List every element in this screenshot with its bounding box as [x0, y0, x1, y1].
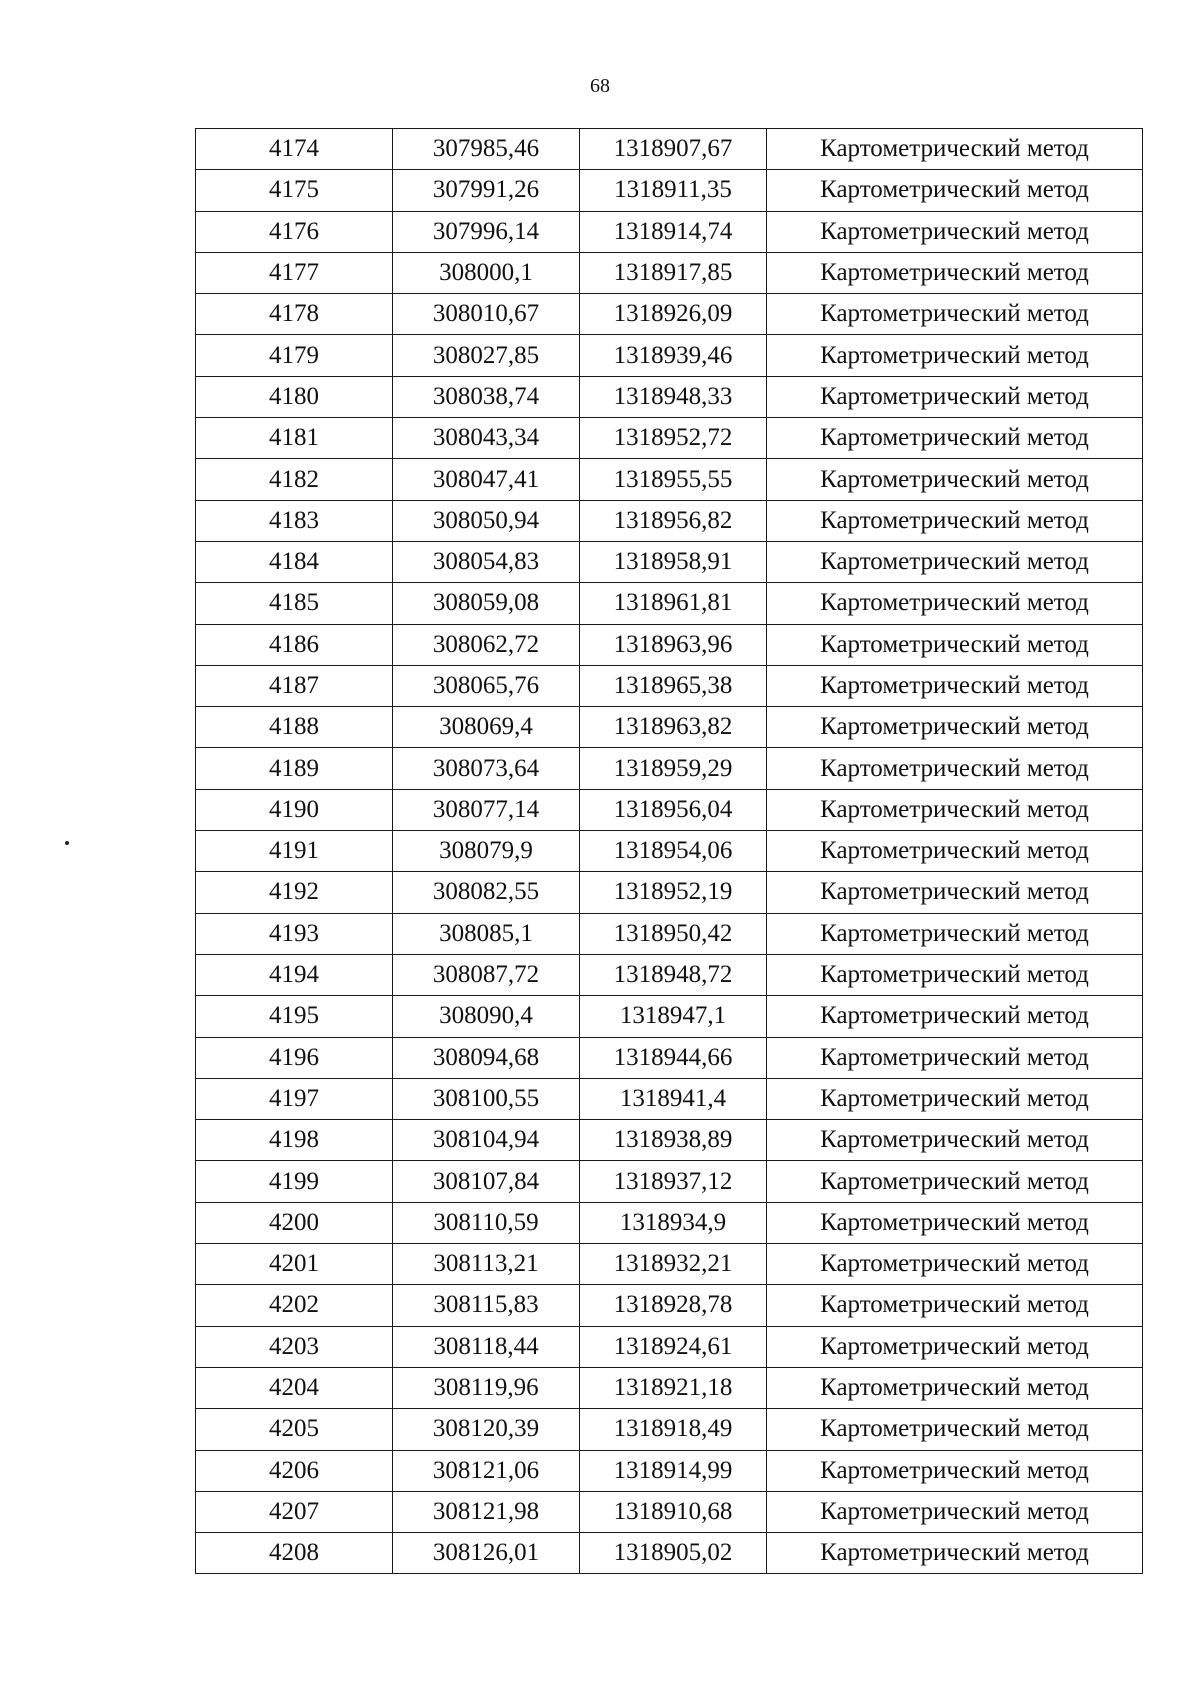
point-number-cell: 4205	[196, 1409, 393, 1450]
table-row	[196, 872, 1143, 913]
y-coordinate-cell: 1318918,49	[580, 1409, 767, 1450]
x-coordinate-cell: 307996,14	[393, 211, 580, 252]
x-coordinate-cell: 308079,9	[393, 831, 580, 872]
point-number-cell: 4195	[196, 996, 393, 1037]
table-row	[196, 1244, 1143, 1285]
x-coordinate-cell: 308027,85	[393, 335, 580, 376]
x-coordinate-cell: 308010,67	[393, 294, 580, 335]
method-cell: Картометрический метод	[767, 170, 1143, 211]
y-coordinate-cell: 1318956,82	[580, 500, 767, 541]
method-cell: Картометрический метод	[767, 748, 1143, 789]
table-row	[196, 1285, 1143, 1326]
y-coordinate-cell: 1318914,74	[580, 211, 767, 252]
table-row	[196, 954, 1143, 995]
x-coordinate-cell: 308043,34	[393, 418, 580, 459]
y-coordinate-cell: 1318954,06	[580, 831, 767, 872]
table-row	[196, 252, 1143, 293]
x-coordinate-cell: 308094,68	[393, 1037, 580, 1078]
point-number-cell: 4189	[196, 748, 393, 789]
method-cell: Картометрический метод	[767, 541, 1143, 582]
method-cell: Картометрический метод	[767, 707, 1143, 748]
table-row	[196, 376, 1143, 417]
y-coordinate-cell: 1318917,85	[580, 252, 767, 293]
y-coordinate-cell: 1318952,19	[580, 872, 767, 913]
y-coordinate-cell: 1318928,78	[580, 1285, 767, 1326]
table-row	[196, 1450, 1143, 1491]
point-number-cell: 4199	[196, 1161, 393, 1202]
method-cell: Картометрический метод	[767, 954, 1143, 995]
table-row	[196, 500, 1143, 541]
point-number-cell: 4206	[196, 1450, 393, 1491]
point-number-cell: 4194	[196, 954, 393, 995]
table-row	[196, 418, 1143, 459]
table-row	[196, 170, 1143, 211]
point-number-cell: 4208	[196, 1533, 393, 1574]
method-cell: Картометрический метод	[767, 624, 1143, 665]
y-coordinate-cell: 1318959,29	[580, 748, 767, 789]
y-coordinate-cell: 1318914,99	[580, 1450, 767, 1491]
method-cell: Картометрический метод	[767, 252, 1143, 293]
x-coordinate-cell: 308054,83	[393, 541, 580, 582]
table-row	[196, 1161, 1143, 1202]
method-cell: Картометрический метод	[767, 1285, 1143, 1326]
y-coordinate-cell: 1318926,09	[580, 294, 767, 335]
table-row	[196, 996, 1143, 1037]
table-row	[196, 211, 1143, 252]
x-coordinate-cell: 308038,74	[393, 376, 580, 417]
point-number-cell: 4203	[196, 1326, 393, 1367]
y-coordinate-cell: 1318948,72	[580, 954, 767, 995]
method-cell: Картометрический метод	[767, 913, 1143, 954]
table-row	[196, 1409, 1143, 1450]
page-number: 68	[590, 75, 610, 97]
y-coordinate-cell: 1318947,1	[580, 996, 767, 1037]
table-row	[196, 913, 1143, 954]
point-number-cell: 4197	[196, 1078, 393, 1119]
table-row	[196, 1037, 1143, 1078]
method-cell: Картометрический метод	[767, 996, 1143, 1037]
y-coordinate-cell: 1318956,04	[580, 789, 767, 830]
x-coordinate-cell: 307985,46	[393, 129, 580, 170]
method-cell: Картометрический метод	[767, 129, 1143, 170]
point-number-cell: 4178	[196, 294, 393, 335]
x-coordinate-cell: 308113,21	[393, 1244, 580, 1285]
method-cell: Картометрический метод	[767, 1078, 1143, 1119]
method-cell: Картометрический метод	[767, 500, 1143, 541]
point-number-cell: 4204	[196, 1367, 393, 1408]
table-row	[196, 624, 1143, 665]
point-number-cell: 4175	[196, 170, 393, 211]
point-number-cell: 4186	[196, 624, 393, 665]
x-coordinate-cell: 308062,72	[393, 624, 580, 665]
y-coordinate-cell: 1318905,02	[580, 1533, 767, 1574]
x-coordinate-cell: 308104,94	[393, 1120, 580, 1161]
y-coordinate-cell: 1318910,68	[580, 1491, 767, 1532]
table-row	[196, 1120, 1143, 1161]
table-row	[196, 1367, 1143, 1408]
x-coordinate-cell: 308090,4	[393, 996, 580, 1037]
table-row	[196, 294, 1143, 335]
method-cell: Картометрический метод	[767, 1244, 1143, 1285]
x-coordinate-cell: 308065,76	[393, 665, 580, 706]
y-coordinate-cell: 1318948,33	[580, 376, 767, 417]
method-cell: Картометрический метод	[767, 1161, 1143, 1202]
method-cell: Картометрический метод	[767, 665, 1143, 706]
point-number-cell: 4174	[196, 129, 393, 170]
x-coordinate-cell: 308069,4	[393, 707, 580, 748]
table-row	[196, 1326, 1143, 1367]
method-cell: Картометрический метод	[767, 459, 1143, 500]
x-coordinate-cell: 308118,44	[393, 1326, 580, 1367]
y-coordinate-cell: 1318924,61	[580, 1326, 767, 1367]
point-number-cell: 4196	[196, 1037, 393, 1078]
table-row	[196, 129, 1143, 170]
method-cell: Картометрический метод	[767, 583, 1143, 624]
x-coordinate-cell: 308107,84	[393, 1161, 580, 1202]
method-cell: Картометрический метод	[767, 211, 1143, 252]
table-row	[196, 707, 1143, 748]
point-number-cell: 4182	[196, 459, 393, 500]
y-coordinate-cell: 1318965,38	[580, 665, 767, 706]
point-number-cell: 4201	[196, 1244, 393, 1285]
method-cell: Картометрический метод	[767, 1120, 1143, 1161]
point-number-cell: 4192	[196, 872, 393, 913]
x-coordinate-cell: 308121,98	[393, 1491, 580, 1532]
y-coordinate-cell: 1318952,72	[580, 418, 767, 459]
y-coordinate-cell: 1318961,81	[580, 583, 767, 624]
point-number-cell: 4200	[196, 1202, 393, 1243]
table-row	[196, 583, 1143, 624]
y-coordinate-cell: 1318944,66	[580, 1037, 767, 1078]
x-coordinate-cell: 308082,55	[393, 872, 580, 913]
method-cell: Картометрический метод	[767, 418, 1143, 459]
point-number-cell: 4198	[196, 1120, 393, 1161]
method-cell: Картометрический метод	[767, 1202, 1143, 1243]
method-cell: Картометрический метод	[767, 294, 1143, 335]
point-number-cell: 4187	[196, 665, 393, 706]
x-coordinate-cell: 308121,06	[393, 1450, 580, 1491]
y-coordinate-cell: 1318950,42	[580, 913, 767, 954]
y-coordinate-cell: 1318958,91	[580, 541, 767, 582]
x-coordinate-cell: 308110,59	[393, 1202, 580, 1243]
scan-artifact-dot	[65, 841, 69, 845]
table-row	[196, 541, 1143, 582]
table-row	[196, 789, 1143, 830]
table-row	[196, 831, 1143, 872]
coordinates-table-body	[196, 129, 1143, 1574]
table-row	[196, 459, 1143, 500]
coordinates-table	[195, 128, 1143, 1574]
table-row	[196, 1533, 1143, 1574]
y-coordinate-cell: 1318921,18	[580, 1367, 767, 1408]
x-coordinate-cell: 308126,01	[393, 1533, 580, 1574]
y-coordinate-cell: 1318907,67	[580, 129, 767, 170]
method-cell: Картометрический метод	[767, 1491, 1143, 1532]
method-cell: Картометрический метод	[767, 789, 1143, 830]
x-coordinate-cell: 308000,1	[393, 252, 580, 293]
method-cell: Картометрический метод	[767, 1326, 1143, 1367]
point-number-cell: 4207	[196, 1491, 393, 1532]
method-cell: Картометрический метод	[767, 1533, 1143, 1574]
point-number-cell: 4188	[196, 707, 393, 748]
table-row	[196, 335, 1143, 376]
method-cell: Картометрический метод	[767, 1367, 1143, 1408]
y-coordinate-cell: 1318932,21	[580, 1244, 767, 1285]
table-row	[196, 1491, 1143, 1532]
x-coordinate-cell: 307991,26	[393, 170, 580, 211]
method-cell: Картометрический метод	[767, 1037, 1143, 1078]
table-row	[196, 1078, 1143, 1119]
method-cell: Картометрический метод	[767, 1450, 1143, 1491]
method-cell: Картометрический метод	[767, 1409, 1143, 1450]
point-number-cell: 4202	[196, 1285, 393, 1326]
y-coordinate-cell: 1318963,82	[580, 707, 767, 748]
method-cell: Картометрический метод	[767, 376, 1143, 417]
method-cell: Картометрический метод	[767, 872, 1143, 913]
x-coordinate-cell: 308085,1	[393, 913, 580, 954]
x-coordinate-cell: 308115,83	[393, 1285, 580, 1326]
point-number-cell: 4177	[196, 252, 393, 293]
y-coordinate-cell: 1318938,89	[580, 1120, 767, 1161]
x-coordinate-cell: 308120,39	[393, 1409, 580, 1450]
point-number-cell: 4193	[196, 913, 393, 954]
point-number-cell: 4190	[196, 789, 393, 830]
point-number-cell: 4184	[196, 541, 393, 582]
x-coordinate-cell: 308050,94	[393, 500, 580, 541]
y-coordinate-cell: 1318939,46	[580, 335, 767, 376]
y-coordinate-cell: 1318937,12	[580, 1161, 767, 1202]
point-number-cell: 4176	[196, 211, 393, 252]
y-coordinate-cell: 1318911,35	[580, 170, 767, 211]
y-coordinate-cell: 1318963,96	[580, 624, 767, 665]
x-coordinate-cell: 308077,14	[393, 789, 580, 830]
x-coordinate-cell: 308059,08	[393, 583, 580, 624]
point-number-cell: 4191	[196, 831, 393, 872]
y-coordinate-cell: 1318955,55	[580, 459, 767, 500]
table-row	[196, 1202, 1143, 1243]
x-coordinate-cell: 308119,96	[393, 1367, 580, 1408]
method-cell: Картометрический метод	[767, 335, 1143, 376]
point-number-cell: 4179	[196, 335, 393, 376]
point-number-cell: 4185	[196, 583, 393, 624]
point-number-cell: 4181	[196, 418, 393, 459]
y-coordinate-cell: 1318934,9	[580, 1202, 767, 1243]
method-cell: Картометрический метод	[767, 831, 1143, 872]
table-row	[196, 665, 1143, 706]
x-coordinate-cell: 308100,55	[393, 1078, 580, 1119]
table-row	[196, 748, 1143, 789]
x-coordinate-cell: 308087,72	[393, 954, 580, 995]
x-coordinate-cell: 308073,64	[393, 748, 580, 789]
x-coordinate-cell: 308047,41	[393, 459, 580, 500]
y-coordinate-cell: 1318941,4	[580, 1078, 767, 1119]
point-number-cell: 4180	[196, 376, 393, 417]
point-number-cell: 4183	[196, 500, 393, 541]
